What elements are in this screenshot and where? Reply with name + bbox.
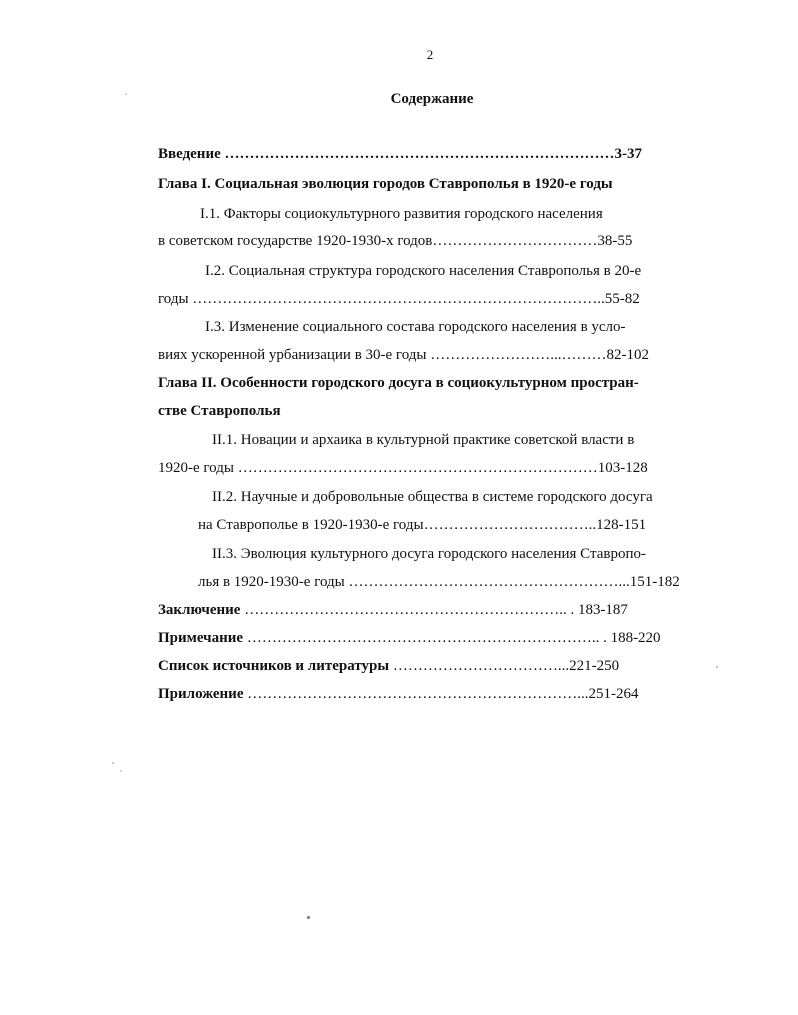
toc-appendix-label: Приложение bbox=[158, 686, 244, 702]
toc-appendix-pages: …………………………………………………………...251-264 bbox=[247, 686, 639, 702]
scan-speck bbox=[125, 93, 127, 95]
scan-speck bbox=[307, 916, 310, 919]
toc-notes-pages: …………………………………………………………….. . 188-220 bbox=[246, 630, 661, 646]
scan-speck bbox=[120, 770, 122, 772]
toc-sources-label: Список источников и литературы bbox=[158, 658, 390, 674]
toc-notes bbox=[158, 629, 661, 647]
toc-section-2-1-cont: 1920-е годы ………………………………………………………………103-128 bbox=[158, 460, 648, 476]
toc-conclusion bbox=[158, 601, 628, 619]
scan-speck bbox=[716, 666, 718, 668]
page-title: Содержание bbox=[390, 91, 474, 107]
toc-section-1-2: I.2. Социальная структура городского населения Ставрополья в 20-е bbox=[205, 263, 642, 279]
toc-chapter-2-title-cont: стве Ставрополья bbox=[158, 403, 281, 419]
toc-section-2-2-cont: на Ставрополье в 1920-1930-е годы……………………………..128-151 bbox=[198, 517, 647, 533]
toc-section-1-1-cont: в советском государстве 1920-1930-х годов……………………………38-55 bbox=[158, 233, 633, 249]
toc-section-2-2: II.2. Научные и добровольные общества в системе городского досуга bbox=[212, 489, 653, 505]
toc-chapter-2-title: Глава II. Особенности городского досуга в социокультурном простран- bbox=[158, 375, 639, 391]
toc-conclusion-label: Заключение bbox=[158, 602, 241, 618]
page-number: 2 bbox=[426, 47, 434, 62]
toc-section-2-1: II.1. Новации и архаика в культурной практике советской власти в bbox=[212, 432, 635, 448]
toc-section-2-3: II.3. Эволюция культурного досуга городского населения Ставропо- bbox=[212, 546, 646, 562]
toc-section-1-2-cont: годы ………………………………………………………………………..55-82 bbox=[158, 291, 640, 307]
toc-chapter-1-title: Глава I. Социальная эволюция городов Ставрополья в 1920-е годы bbox=[158, 176, 613, 192]
toc-intro: Введение ……………………………………………………………………3-37 bbox=[158, 146, 642, 162]
toc-notes-label: Примечание bbox=[158, 630, 244, 646]
toc-section-2-3-cont: лья в 1920-1930-е годы ………………………………………………...151-182 bbox=[198, 574, 680, 590]
toc-section-1-3-cont: виях ускоренной урбанизации в 30-е годы ……………………...………82-102 bbox=[158, 347, 649, 363]
toc-sources bbox=[158, 657, 619, 675]
toc-sources-pages: ……………………………...221-250 bbox=[392, 658, 620, 674]
toc-conclusion-pages: ……………………………………………………….. . 183-187 bbox=[244, 602, 628, 618]
toc-appendix bbox=[158, 685, 638, 703]
scan-speck bbox=[112, 762, 114, 764]
toc-section-1-1: I.1. Факторы социокультурного развития городского населения bbox=[200, 206, 603, 222]
toc-section-1-3: I.3. Изменение социального состава городского населения в усло- bbox=[205, 319, 626, 335]
